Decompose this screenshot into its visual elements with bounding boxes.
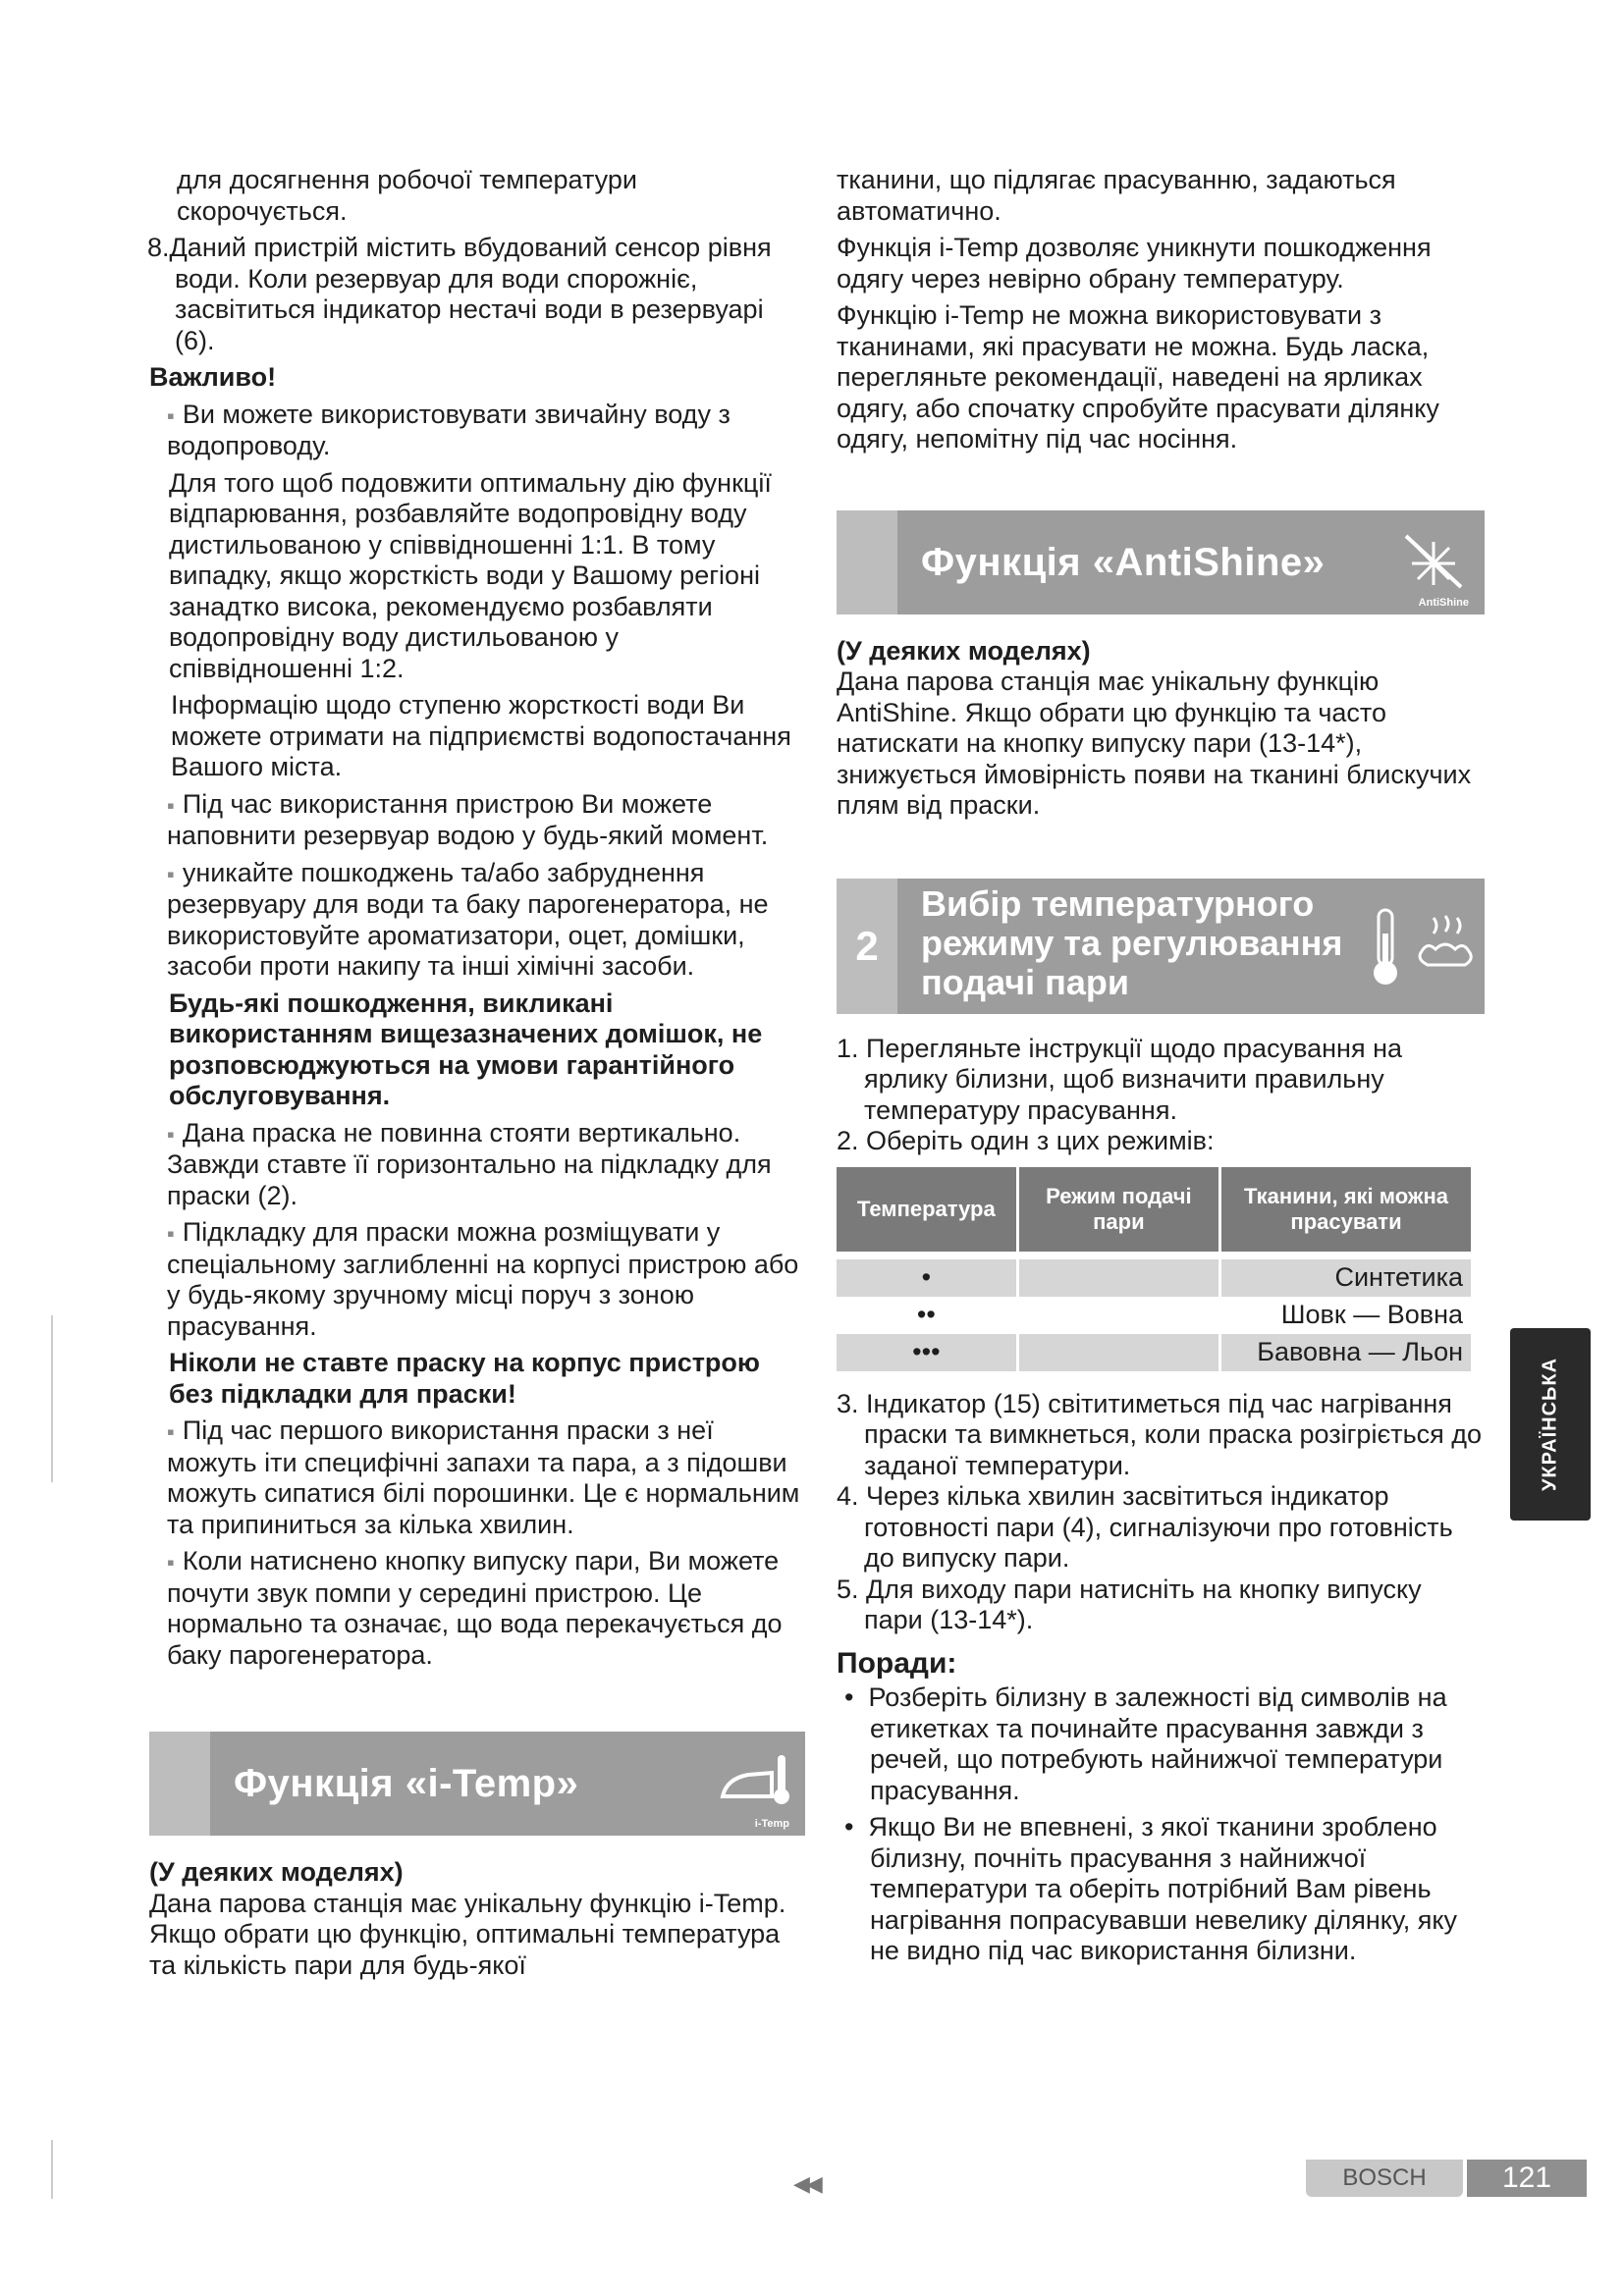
models-note: (У деяких моделях) xyxy=(837,635,1091,666)
language-label: УКРАЇНСЬКА xyxy=(1539,1357,1561,1492)
paragraph: Дана парова станція має унікальну функцію i-Temp. Якщо обрати цю функцію, оптимальні температура та кількість пари для будь-якої xyxy=(149,1888,786,1980)
warning-text: Будь-які пошкодження, викликані використанням вищезазначених домішок, не розповсюджуються на умови гарантійного обслуговування. xyxy=(169,988,763,1110)
thermometer-icon xyxy=(1367,904,1406,992)
iron-icon xyxy=(713,1745,795,1824)
bullet-text: Ви можете використовувати звичайну воду з водопроводу. xyxy=(167,399,731,460)
tip-text: Розберіть білизну в залежності від символів на етикетках та починайте прасування завжди з речей, що потребують найнижчої температури прасування. xyxy=(868,1682,1447,1805)
bullet-text: Під час першого використання праски з неї можуть іти специфічні запахи та пара, а з підошви можуть сипатися білі порошинки. Це є нормальним та припиниться за кілька хвилин. xyxy=(167,1415,800,1539)
tip-item: • Розберіть білизну в залежності від символів на етикетках та починайте прасування завжди з речей, що потребують найнижчої температури прасування. xyxy=(844,1682,1447,1805)
page-edge-mark xyxy=(51,2140,53,2199)
paragraph: для досягнення робочої температури скорочується. xyxy=(177,165,637,226)
language-tab xyxy=(1510,1328,1591,1521)
bullet-text: Коли натиснено кнопку випуску пари, Ви можете почути звук помпи у середині пристрою. Це нормально та означає, що вода перекачується до баку парогенератора. xyxy=(167,1546,783,1670)
footer-brand: BOSCH xyxy=(1306,2160,1463,2197)
fabric-cell: Бавовна — Льон xyxy=(1221,1334,1471,1371)
steam-cell xyxy=(1019,1334,1218,1371)
table-header-row xyxy=(837,1167,1471,1252)
bullet-text: Під час використання пристрою Ви можете наповнити резервуар водою у будь-який момент. xyxy=(167,788,769,850)
section-2-banner xyxy=(837,879,1485,1014)
tips-heading: Поради: xyxy=(837,1646,957,1680)
table-row xyxy=(837,1297,1471,1334)
temp-cell: •• xyxy=(916,1300,936,1329)
icon-label: i-Temp xyxy=(754,1818,789,1830)
important-heading: Важливо! xyxy=(149,362,277,392)
temp-cell: • xyxy=(837,1259,1016,1297)
mode-table xyxy=(834,1167,1474,1371)
steam-cell xyxy=(1019,1259,1218,1297)
banner-title: Функція «AntiShine» xyxy=(921,540,1326,584)
bullet-item xyxy=(149,1217,805,1342)
section-title-line: режиму та регулювання xyxy=(921,922,1343,963)
steam-cell xyxy=(1019,1297,1218,1334)
right-column xyxy=(837,165,1485,1967)
table-row xyxy=(837,1259,1471,1297)
antishine-icon xyxy=(1392,524,1475,603)
bullet-item xyxy=(149,858,805,983)
bullet-item xyxy=(149,1415,805,1540)
itemp-banner xyxy=(149,1732,805,1836)
paragraph: Для того щоб подовжити оптимальну дію функції відпарювання, розбавляйте водопровідну воду дистильованою у співвідношенні 1:1. В тому випадку, якщо жорсткість води у Вашому регіоні занадтко висока, рекомендуємо розбавляти водопровідну воду дистильованою у співвідношенні 1:2. xyxy=(169,467,772,683)
table-row xyxy=(837,1334,1471,1371)
paragraph: Дана парова станція має унікальну функцію AntiShine. Якщо обрати цю функцію та часто натискати на кнопку випуску пари (13-14*), знижується ймовірність появи на тканині блискучих плям від праски. xyxy=(837,667,1472,820)
temp-cell: ••• xyxy=(837,1334,1016,1371)
section-number: 2 xyxy=(855,922,879,969)
paragraph: Інформацію щодо ступеню жорсткості води Ви можете отримати на підприємстві водопостачання Вашого міста. xyxy=(171,690,791,781)
banner-title: Функція «i-Temp» xyxy=(234,1762,579,1805)
antishine-banner xyxy=(837,510,1485,614)
bullet-item xyxy=(149,1118,805,1212)
bullet-text: уникайте пошкоджень та/або забруднення резервуару для води та баку парогенератора, не використовуйте ароматизатори, оцет, домішки, засоби проти накипу та інші хімічні засоби. xyxy=(167,857,769,981)
step-1: 1. Перегляньте інструкції щодо прасування на ярлику білизни, щоб визначити правильну температуру прасування. xyxy=(837,1033,1403,1125)
bullet-item xyxy=(149,789,805,852)
tip-text: Якщо Ви не впевнені, з якої тканини зроблено білизну, почніть прасування з найнижчої температури та оберіть потрібний Вам рівень нагрівання попрасувавши невелику ділянку, яку не видно під час використання білизни. xyxy=(868,1812,1457,1965)
steam-icon xyxy=(1414,912,1477,975)
column-header: Режим подачі пари xyxy=(1019,1167,1218,1252)
bullet-item xyxy=(149,1546,805,1671)
icon-label: AntiShine xyxy=(1418,596,1469,609)
section-title xyxy=(921,884,1342,1002)
page-edge-mark xyxy=(51,1315,53,1482)
tip-item: • Якщо Ви не впевнені, з якої тканини зроблено білизну, почніть прасування з найнижчої температури та оберіть потрібний Вам рівень нагрівання попрасувавши невелику ділянку, яку не видно під час використання білизни. xyxy=(844,1812,1457,1965)
step-5: 5. Для виходу пари натисніть на кнопку випуску пари (13-14*). xyxy=(837,1574,1422,1634)
paragraph: тканини, що підлягає прасуванню, задаються автоматично. xyxy=(837,165,1396,226)
banner-tab xyxy=(837,510,897,614)
step-2: 2. Оберіть один з цих режимів: xyxy=(837,1126,1215,1155)
column-header: Тканини, які можна прасувати xyxy=(1221,1167,1471,1252)
paragraph: Функцію i-Temp не можна використовувати з тканинами, які прасувати не можна. Будь ласка, перегляньте рекомендації, наведені на ярликах одягу, або спочатку спробуйте прасувати ділянку одягу, непомітну під час носіння. xyxy=(837,300,1439,454)
warning-text: Ніколи не ставте праску на корпус пристрою без підкладки для праски! xyxy=(169,1348,760,1409)
step-4: 4. Через кілька хвилин засвітиться індикатор готовності пари (4), сигналізуючи про готовність до випуску пари. xyxy=(837,1481,1453,1573)
banner-tab xyxy=(149,1732,210,1836)
page-number: 121 xyxy=(1467,2160,1587,2197)
section-title-line: подачі пари xyxy=(921,961,1130,1002)
column-header: Температура xyxy=(837,1167,1016,1252)
numbered-item-8: 8.Даний пристрій містить вбудований сенсор рівня води. Коли резервуар для води спорожніє, засвітиться індикатор нестачі води в резервуарі (6). xyxy=(147,233,772,355)
models-note: (У деяких моделях) xyxy=(149,1857,404,1887)
step-3: 3. Індикатор (15) світитиметься під час нагрівання праски та вимкнеться, коли праска розігріється до заданої температури. xyxy=(837,1388,1483,1480)
fabric-cell: Шовк — Вовна xyxy=(1280,1300,1463,1329)
paragraph: Функція i-Temp дозволяє уникнути пошкодження одягу через невірно обрану температуру. xyxy=(837,233,1432,294)
bullet-text: Підкладку для праски можна розміщувати у спеціальному заглибленні на корпусі пристрою або у будь-якому зручному місці поруч з зоною прасування. xyxy=(167,1217,799,1341)
fabric-cell: Синтетика xyxy=(1221,1259,1471,1297)
left-column xyxy=(149,165,805,1981)
bullet-item xyxy=(149,400,805,462)
page-nav-arrows[interactable]: ◀◀ xyxy=(793,2171,819,2196)
section-title-line: Вибір температурного xyxy=(921,882,1315,924)
bullet-text: Дана праска не повинна стояти вертикально. Завжди ставте її горизонтально на підкладку для праски (2). xyxy=(167,1117,772,1210)
